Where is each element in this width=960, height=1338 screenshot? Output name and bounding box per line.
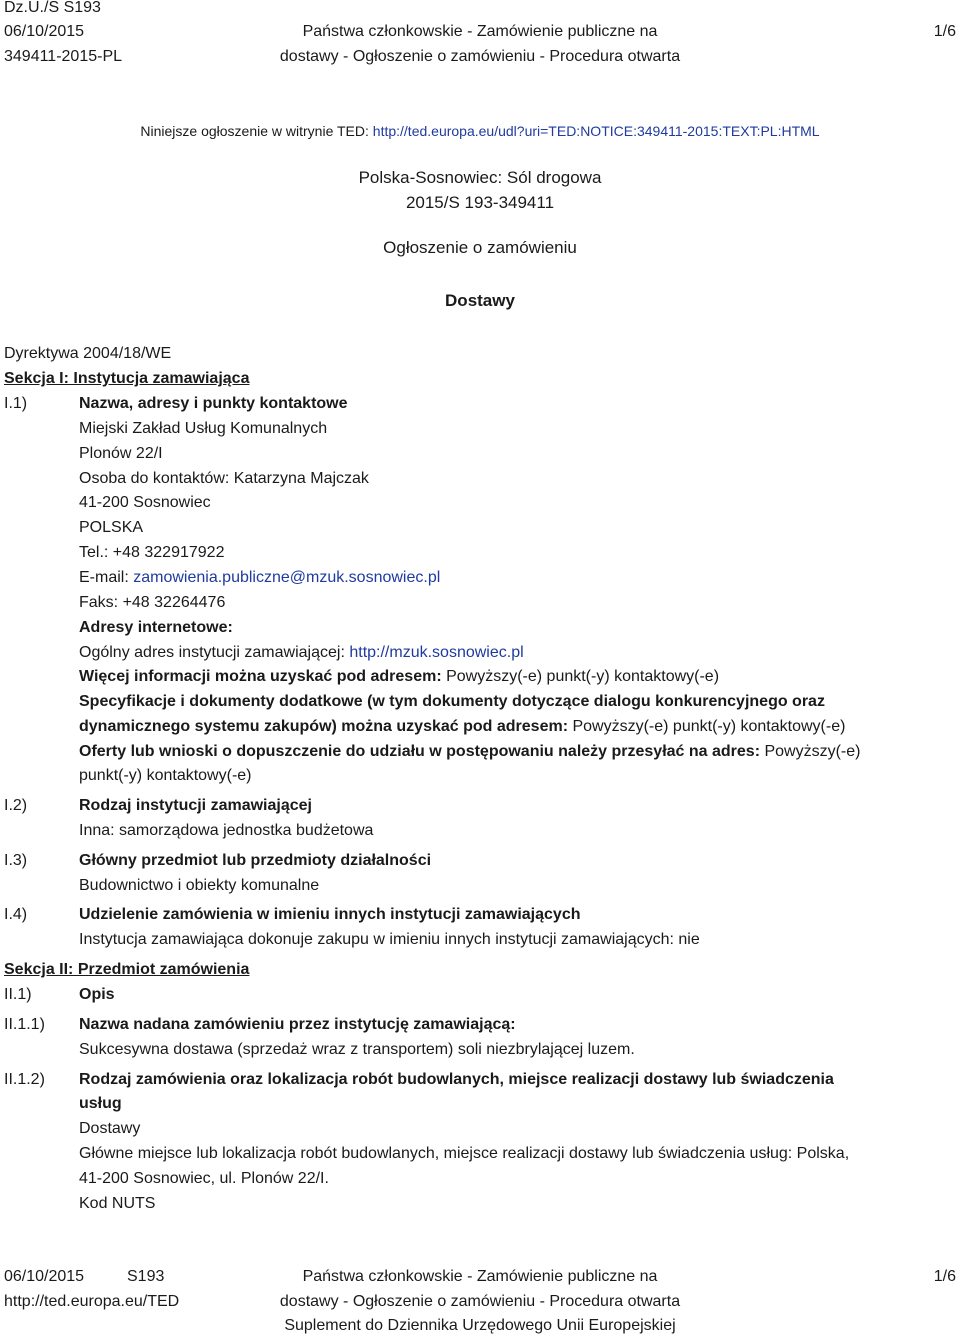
footer-supplement: Suplement do Dziennika Urzędowego Unii Europejskiej xyxy=(284,1317,676,1334)
offers-line1 xyxy=(79,743,860,761)
nuts-code-label: Kod NUTS xyxy=(79,1195,156,1212)
footer-title-line1: Państwa członkowskie - Zamówienie publiczne na xyxy=(302,1268,658,1285)
email-link[interactable]: zamowienia.publiczne@mzuk.sosnowiec.pl xyxy=(133,569,441,586)
i1-heading: Nazwa, adresy i punkty kontaktowe xyxy=(79,395,348,412)
offers-value-line1: Powyższy(-e) xyxy=(760,743,861,760)
contact-person: Osoba do kontaktów: Katarzyna Majczak xyxy=(79,470,369,487)
i4-value: Instytucja zamawiająca dokonuje zakupu w imieniu innych instytucji zamawiających: nie xyxy=(79,931,700,948)
ii12-location-line1: Główne miejsce lub lokalizacja robót budowlanych, miejsce realizacji dostawy lub świadczenia usług: Polska, xyxy=(79,1145,850,1162)
i3-value: Budownictwo i obiekty komunalne xyxy=(79,877,320,894)
notice-number: 2015/S 193-349411 xyxy=(405,193,555,212)
ii12-heading-line2: usług xyxy=(79,1095,122,1112)
notice-id: 349411-2015-PL xyxy=(4,48,123,65)
specs-value: Powyższy(-e) punkt(-y) kontaktowy(-e) xyxy=(568,718,846,735)
specs-line2 xyxy=(79,718,845,736)
ii12-location-line2: 41-200 Sosnowiec, ul. Plonów 22/I. xyxy=(79,1170,329,1187)
general-address-label: Ogólny adres instytucji zamawiającej: xyxy=(79,644,350,661)
offers-label: Oferty lub wnioski o dopuszczenie do udziału w postępowaniu należy przesyłać na adres: xyxy=(79,743,761,760)
fax: Faks: +48 32264476 xyxy=(79,594,226,611)
org-country: POLSKA xyxy=(79,519,144,536)
directive: Dyrektywa 2004/18/WE xyxy=(4,345,172,362)
i4-number: I.4) xyxy=(4,906,28,923)
general-address-line xyxy=(79,644,524,662)
footer-title-line2: dostawy - Ogłoszenie o zamówieniu - Procedura otwarta xyxy=(279,1293,681,1310)
ii1-heading: Opis xyxy=(79,986,115,1003)
web-addresses-heading: Adresy internetowe: xyxy=(79,619,233,636)
more-info-label: Więcej informacji można uzyskać pod adresem: xyxy=(79,668,442,685)
specs-label-line1: Specyfikacje i dokumenty dodatkowe (w tym dokumenty dotyczące dialogu konkurencyjnego oraz xyxy=(79,693,825,710)
org-city: 41-200 Sosnowiec xyxy=(79,494,211,511)
ted-url-link[interactable]: http://ted.europa.eu/udl?uri=TED:NOTICE:349411-2015:TEXT:PL:HTML xyxy=(372,123,820,139)
email-line xyxy=(79,569,440,587)
more-info-value: Powyższy(-e) punkt(-y) kontaktowy(-e) xyxy=(441,668,720,685)
notice-type: Ogłoszenie o zamówieniu xyxy=(383,238,577,257)
ii11-number: II.1.1) xyxy=(4,1016,45,1033)
header-title-line2: dostawy - Ogłoszenie o zamówieniu - Procedura otwarta xyxy=(279,48,681,65)
header-title-line1: Państwa członkowskie - Zamówienie publiczne na xyxy=(302,23,658,40)
i2-number: I.2) xyxy=(4,797,28,814)
offers-value-line2: punkt(-y) kontaktowy(-e) xyxy=(79,767,252,784)
journal-ref: Dz.U./S S193 xyxy=(4,0,101,16)
org-street: Plonów 22/I xyxy=(79,445,163,462)
ii12-type: Dostawy xyxy=(79,1120,141,1137)
footer-page-number: 1/6 xyxy=(933,1268,956,1285)
contract-type: Dostawy xyxy=(445,291,515,310)
ii11-value: Sukcesywna dostawa (sprzedaż wraz z transportem) soli niezbrylającej luzem. xyxy=(79,1041,635,1058)
phone: Tel.: +48 322917922 xyxy=(79,544,225,561)
i2-heading: Rodzaj instytucji zamawiającej xyxy=(79,797,312,814)
section-1-heading: Sekcja I: Instytucja zamawiająca xyxy=(4,370,250,387)
ii12-number: II.1.2) xyxy=(4,1071,45,1088)
general-address-link[interactable]: http://mzuk.sosnowiec.pl xyxy=(349,644,524,661)
ii12-heading-line1: Rodzaj zamówienia oraz lokalizacja robót budowlanych, miejsce realizacji dostawy lub świadczenia xyxy=(79,1071,834,1088)
footer-journal: S193 xyxy=(127,1268,165,1285)
section-2-heading: Sekcja II: Przedmiot zamówienia xyxy=(4,961,250,978)
ii11-heading: Nazwa nadana zamówieniu przez instytucję zamawiającą: xyxy=(79,1016,516,1033)
email-label: E-mail: xyxy=(79,569,134,586)
footer-date: 06/10/2015 xyxy=(4,1268,85,1285)
org-name: Miejski Zakład Usług Komunalnych xyxy=(79,420,328,437)
more-info-line xyxy=(79,668,719,686)
footer-ted-link[interactable]: http://ted.europa.eu/TED xyxy=(4,1293,180,1310)
i4-heading: Udzielenie zamówienia w imieniu innych instytucji zamawiających xyxy=(79,906,581,923)
ii1-number: II.1) xyxy=(4,986,32,1003)
ted-notice-label: Niniejsze ogłoszenie w witrynie TED: xyxy=(140,123,373,139)
ted-notice xyxy=(0,123,960,139)
notice-title: Polska-Sosnowiec: Sól drogowa xyxy=(358,168,602,187)
specs-label-line2: dynamicznego systemu zakupów) można uzyskać pod adresem: xyxy=(79,718,569,735)
i3-number: I.3) xyxy=(4,852,28,869)
header-date: 06/10/2015 xyxy=(4,23,85,40)
page-number: 1/6 xyxy=(933,23,956,40)
i2-value: Inna: samorządowa jednostka budżetowa xyxy=(79,822,374,839)
i3-heading: Główny przedmiot lub przedmioty działalności xyxy=(79,852,432,869)
i1-number: I.1) xyxy=(4,395,28,412)
